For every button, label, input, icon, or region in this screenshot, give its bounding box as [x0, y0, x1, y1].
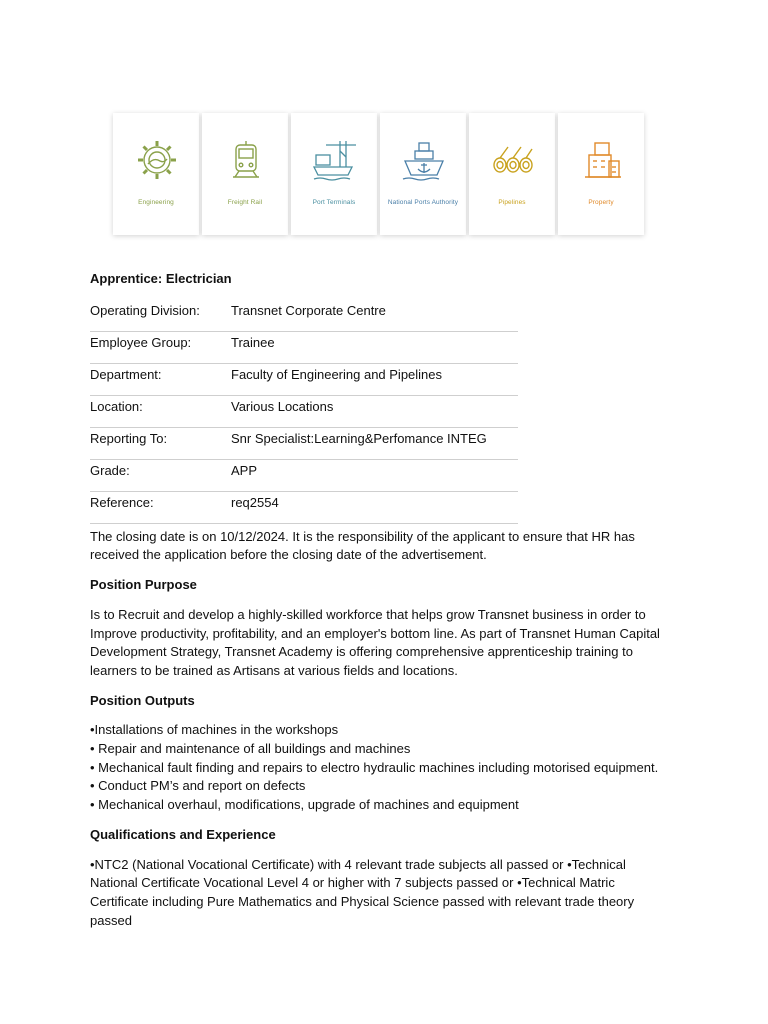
anchor-ship-icon: [401, 137, 447, 183]
job-details-table: [90, 300, 518, 524]
division-tile-national-ports-authority: [380, 113, 466, 235]
building-icon: [579, 137, 625, 183]
tile-label: Freight Rail: [227, 199, 263, 206]
closing-date-note: The closing date is on 10/12/2024. It is the responsibility of the applicant to ensure that HR has received the application before the closing date of the advertisement.: [90, 528, 635, 563]
tile-label: Property: [588, 199, 614, 206]
tile-label: Port Terminals: [312, 199, 356, 206]
table-row: [90, 300, 518, 332]
detail-value: APP: [231, 459, 518, 491]
job-title: Apprentice: Electrician: [90, 271, 232, 286]
qualifications-heading: Qualifications and Experience: [90, 826, 276, 842]
detail-label: Location:: [90, 395, 231, 427]
table-row: [90, 427, 518, 459]
train-icon: [223, 137, 269, 183]
detail-value: Trainee: [231, 331, 518, 363]
position-outputs-heading: Position Outputs: [90, 692, 195, 708]
detail-label: Reporting To:: [90, 427, 231, 459]
division-tile-freight-rail: [202, 113, 288, 235]
division-tile-engineering: [113, 113, 199, 235]
table-row: [90, 491, 518, 523]
qualifications-text: •NTC2 (National Vocational Certificate) with 4 relevant trade subjects all passed or •Technical National Certificate Vocational Level 4 or higher with 7 subjects passed or •Technical Matric Certificate including Pure Mathematics and Physical Science passed with relevant trade theory passed: [90, 856, 635, 928]
detail-value: Various Locations: [231, 395, 518, 427]
tile-label: National Ports Authority: [387, 199, 459, 206]
gear-icon: [134, 137, 180, 183]
table-row: [90, 395, 518, 427]
list-item: • Repair and maintenance of all buildings and machines: [90, 741, 411, 757]
detail-label: Employee Group:: [90, 331, 231, 363]
division-tile-pipelines: [469, 113, 555, 235]
list-item: • Conduct PM’s and report on defects: [90, 778, 306, 794]
detail-label: Department:: [90, 363, 231, 395]
list-item: •Installations of machines in the workshops: [90, 722, 339, 738]
detail-label: Operating Division:: [90, 300, 231, 332]
detail-value: req2554: [231, 491, 518, 523]
detail-label: Reference:: [90, 491, 231, 523]
crane-ship-icon: [312, 137, 358, 183]
position-purpose-text: Is to Recruit and develop a highly-skilled workforce that helps grow Transnet business in order to Improve productivity, profitability, and an employer's bottom line. As part of Transnet Human Capital Development Strategy, Transnet Academy is offering comprehensive apprenticeship training to learners to be trained as Artisans at various fields and locations.: [90, 606, 660, 678]
table-row: [90, 331, 518, 363]
list-item: • Mechanical overhaul, modifications, upgrade of machines and equipment: [90, 797, 519, 813]
division-tile-port-terminals: [291, 113, 377, 235]
position-outputs-list: [90, 721, 670, 815]
division-tile-property: [558, 113, 644, 235]
detail-value: Snr Specialist:Learning&Perfomance INTEG: [231, 427, 518, 459]
tile-label: Pipelines: [498, 199, 526, 206]
position-purpose-heading: Position Purpose: [90, 577, 197, 593]
tile-label: Engineering: [138, 199, 174, 206]
table-row: [90, 459, 518, 491]
pipes-icon: [490, 137, 536, 183]
table-row: [90, 363, 518, 395]
detail-value: Transnet Corporate Centre: [231, 300, 518, 332]
job-advert: [90, 270, 670, 930]
detail-label: Grade:: [90, 459, 231, 491]
division-banner: [113, 113, 647, 236]
list-item: • Mechanical fault finding and repairs to electro hydraulic machines including motorised equipment.: [90, 759, 659, 775]
detail-value: Faculty of Engineering and Pipelines: [231, 363, 518, 395]
